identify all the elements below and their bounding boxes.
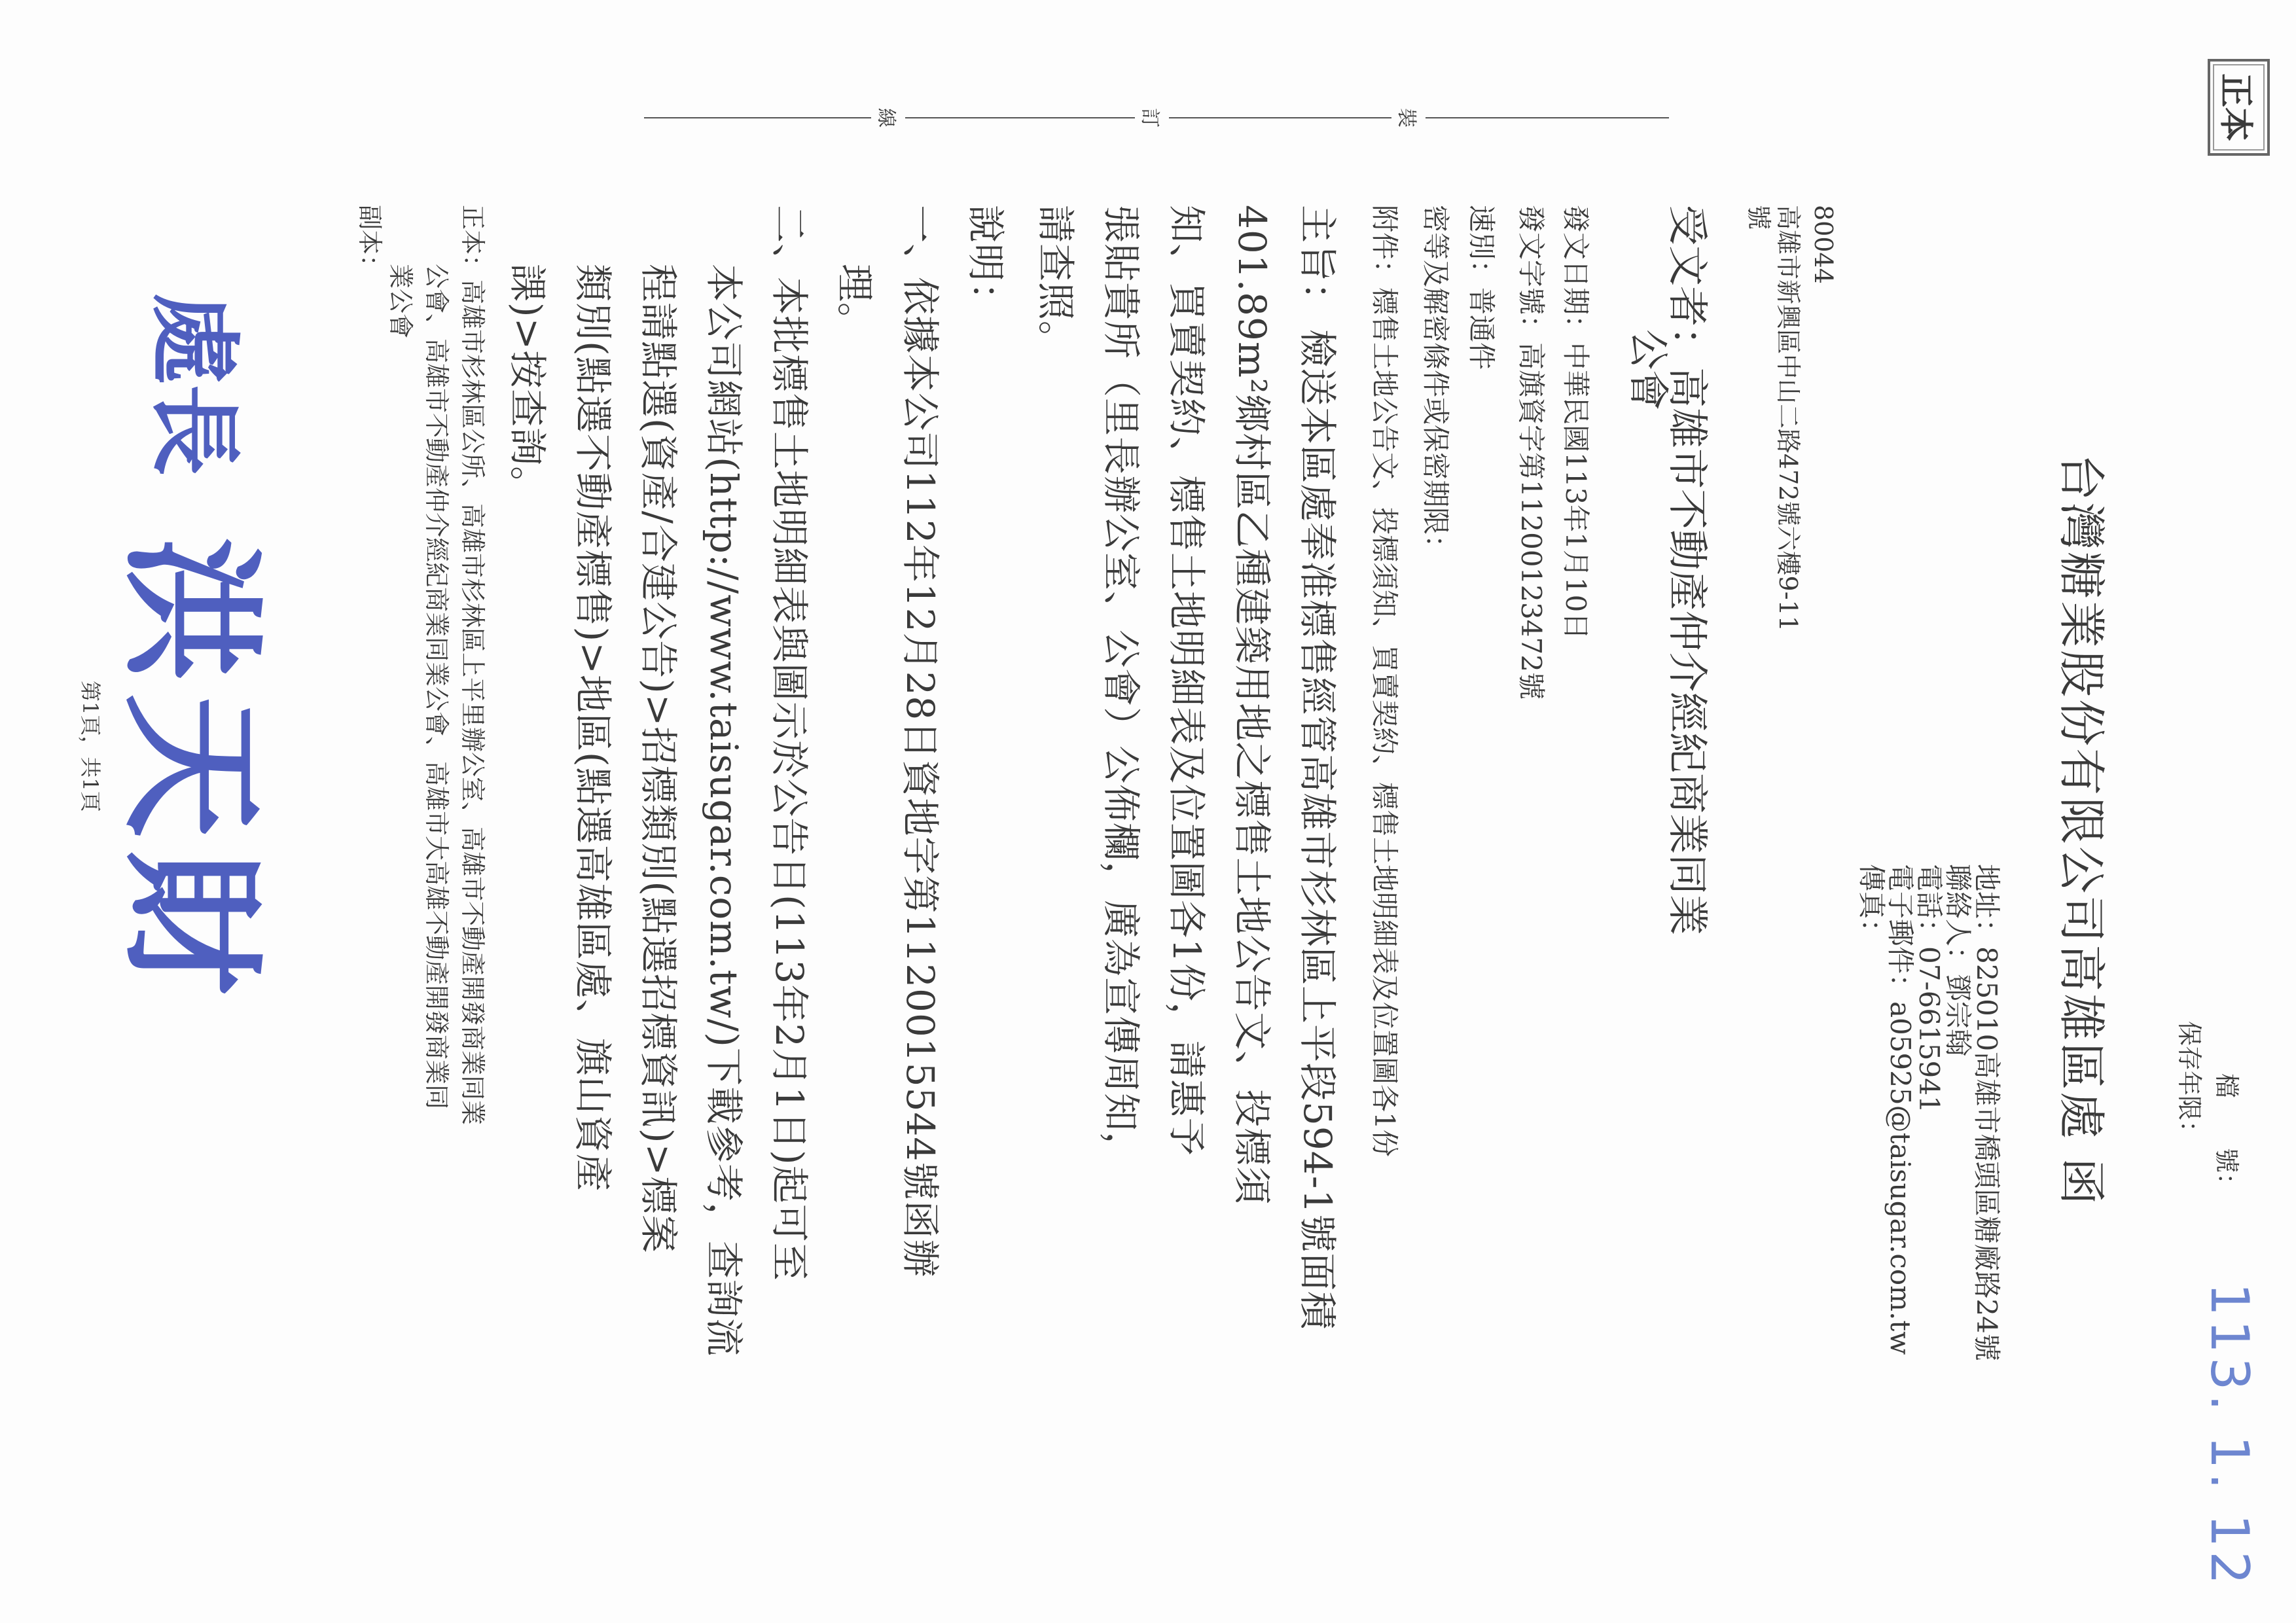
recipient-postal-code: 80044 (1809, 205, 1838, 284)
recipient-cont: 公會 (1624, 329, 1672, 411)
sender-address: 地址：825010高雄市橋頭區糖廠路24號 (1971, 864, 2003, 1361)
sender-fax: 傳真： (1856, 864, 1888, 947)
subject-label: 主旨： (1295, 205, 1340, 321)
sender-email: 電子郵件：a05925@taisugar.com.tw (1884, 864, 1916, 1355)
recipient-address-cont: 號 (1744, 205, 1773, 230)
letter-title: 台灣糖業股份有限公司高雄區處 函 (2054, 454, 2109, 1207)
subject-line: 請查照。 (1033, 205, 1078, 360)
subject-line: 檢送本區處奉准標售經管高雄市杉林區上平段594-1號面積 (1295, 329, 1340, 1330)
original-recipients-line: 業公會 (386, 264, 415, 339)
binding-label-xian: 線 (871, 108, 905, 128)
retention-label: 保存年限： (2175, 1021, 2204, 1146)
explanation-item-number: 二、 (767, 205, 812, 283)
explanation-line: 類別(點選不動產標售)>地區(點選高雄區處、旗山資產 (571, 264, 615, 1192)
explanation-line: 課)>按查詢。 (505, 264, 550, 505)
subject-line: 知、買賣契約、標售土地明細表及位置圖各1份，請惠予 (1164, 205, 1209, 1156)
director-title-seal: 處長 (140, 293, 247, 476)
director-name-signature: 洪天財 (107, 537, 276, 1008)
explanation-line: 依據本公司112年12月28日資地字第1120015544號函辦 (898, 277, 942, 1278)
original-copy-mark: 正本 (2208, 59, 2270, 156)
original-recipients-line: 正本：高雄市杉林區公所、高雄市杉林區上平里辦公室、高雄市不動產開發商業同業 (458, 205, 487, 1126)
binding-label-ding: 訂 (1135, 108, 1169, 128)
page-number: 第1頁，共1頁 (78, 681, 103, 812)
recipient: 受文者：高雄市不動產仲介經紀商業同業 (1664, 205, 1712, 936)
file-number-label: 檔 號： (2212, 1073, 2241, 1198)
delivery-speed: 速別：普通件 (1465, 205, 1498, 370)
explanation-label: 說明： (963, 205, 1008, 321)
attachments: 附件：標售土地公告文、投標須知、買賣契約、標售土地明細表及位置圖各1份 (1369, 205, 1401, 1157)
explanation-line: 本公司網站(http://www.taisugar.com.tw/)下載參考，查詢流 (702, 264, 746, 1357)
original-recipients-line: 公會、高雄市不動產仲介經紀商業同業公會、高雄市大高雄不動產開發商業同 (422, 264, 451, 1110)
subject-line: 401.89m²鄉村區乙種建築用地之標售土地公告文、投標須 (1230, 205, 1274, 1205)
sender-contact: 聯絡人：鄧宗翰 (1942, 864, 1974, 1057)
sender-phone: 電話：07-6615941 (1913, 864, 1945, 1113)
copy-recipients-label: 副本： (355, 205, 384, 280)
received-date-stamp: 113. 1. 12 (2199, 1283, 2260, 1589)
secrecy-level: 密等及解密條件或保密期限： (1420, 205, 1452, 563)
issue-number: 發文字號：高旗資字第1120012347​2號 (1515, 205, 1547, 700)
explanation-line: 理。 (833, 264, 877, 342)
subject-line: 張貼貴所（里長辦公室、公會）公佈欄，廣為宣傳周知， (1099, 205, 1143, 1171)
explanation-item-number: 一、 (898, 205, 942, 283)
recipient-address: 高雄市新興區中山二路472號六樓9-11 (1774, 205, 1803, 632)
explanation-line: 本批標售土地明細表與圖示於公告日(113年2月1日)起可至 (767, 277, 812, 1281)
explanation-line: 程請點選(資產/合建公告)>招標類別(點選招標資訊)>標案 (636, 264, 681, 1254)
issue-date: 發文日期：中華民國113年1月10日 (1560, 205, 1592, 640)
binding-label-zhuang: 裝 (1391, 108, 1426, 128)
